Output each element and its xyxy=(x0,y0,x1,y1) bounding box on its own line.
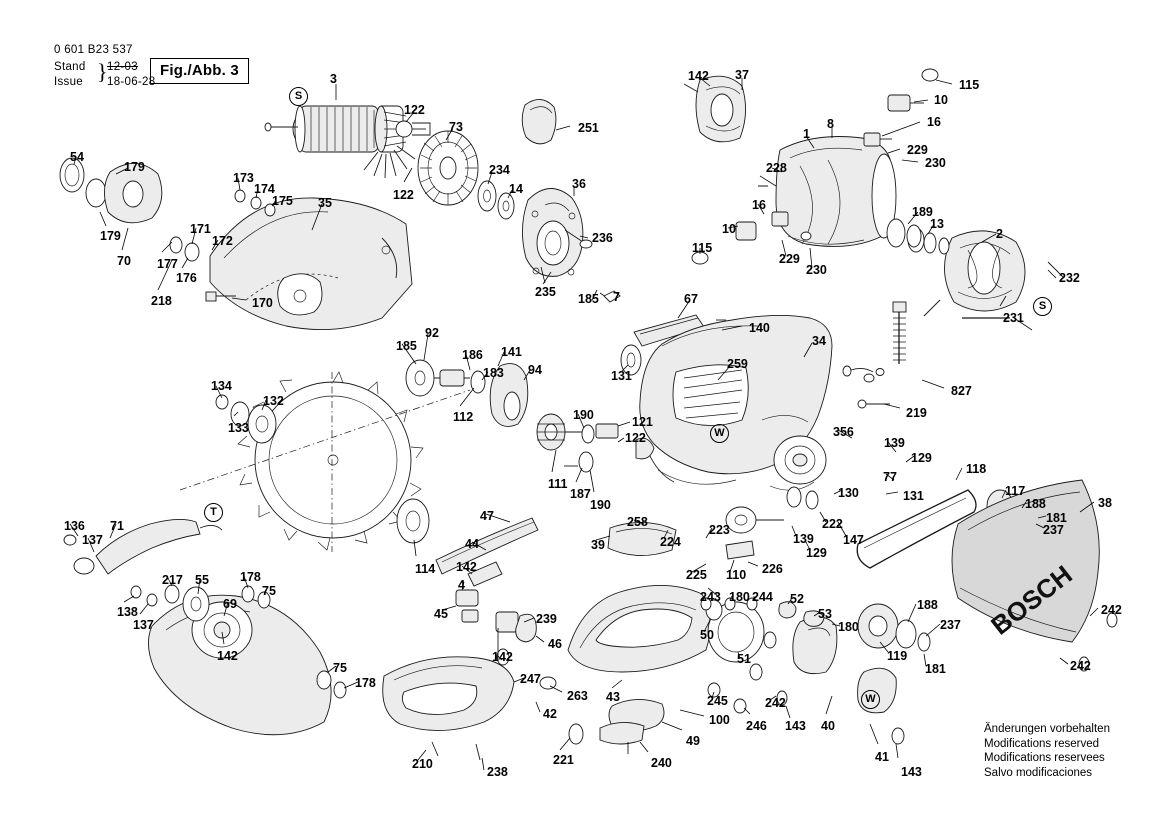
callout-186: 186 xyxy=(462,348,483,362)
callout-54: 54 xyxy=(70,150,84,164)
callout-230: 230 xyxy=(925,156,946,170)
callout-187: 187 xyxy=(570,487,591,501)
callout-122: 122 xyxy=(625,431,646,445)
callout-129: 129 xyxy=(806,546,827,560)
callout-222: 222 xyxy=(822,517,843,531)
callout-129: 129 xyxy=(911,451,932,465)
ring-54 xyxy=(60,158,162,223)
callout-188: 188 xyxy=(917,598,938,612)
callout-131: 131 xyxy=(903,489,924,503)
callout-45: 45 xyxy=(434,607,448,621)
callout-51: 51 xyxy=(737,652,751,666)
callout-14: 14 xyxy=(509,182,523,196)
callout-36: 36 xyxy=(572,177,586,191)
callout-112: 112 xyxy=(453,410,474,424)
callout-117: 117 xyxy=(1005,484,1026,498)
callout-176: 176 xyxy=(176,271,197,285)
callout-224: 224 xyxy=(660,535,681,549)
marker-w: W xyxy=(861,690,880,709)
callout-142: 142 xyxy=(492,650,513,664)
callout-137: 137 xyxy=(82,533,103,547)
spring-827 xyxy=(843,302,906,382)
callout-40: 40 xyxy=(821,719,835,733)
callout-47: 47 xyxy=(480,509,494,523)
callout-258: 258 xyxy=(627,515,648,529)
callout-190: 190 xyxy=(590,498,611,512)
callout-115: 115 xyxy=(959,78,980,92)
callout-232: 232 xyxy=(1059,271,1080,285)
callout-94: 94 xyxy=(528,363,542,377)
callout-53: 53 xyxy=(818,607,832,621)
motor-housing-34 xyxy=(636,315,832,490)
callout-173: 173 xyxy=(233,171,254,185)
callout-242: 242 xyxy=(765,696,786,710)
callout-13: 13 xyxy=(930,217,944,231)
callout-245: 245 xyxy=(707,694,728,708)
disclaimer-line-de: Änderungen vorbehalten xyxy=(984,723,1110,735)
callout-231: 231 xyxy=(1003,311,1024,325)
cap-251 xyxy=(522,99,556,143)
callout-183: 183 xyxy=(483,366,504,380)
callout-49: 49 xyxy=(686,734,700,748)
callout-70: 70 xyxy=(117,254,131,268)
callout-234: 234 xyxy=(489,163,510,177)
callout-39: 39 xyxy=(591,538,605,552)
brush-cover-37 xyxy=(696,76,746,142)
brace-bracket: } xyxy=(97,59,108,84)
disclaimer-footer xyxy=(984,722,1110,780)
callout-73: 73 xyxy=(449,120,463,134)
callout-16: 16 xyxy=(927,115,941,129)
callout-42: 42 xyxy=(543,707,557,721)
callout-46: 46 xyxy=(548,637,562,651)
callout-122: 122 xyxy=(393,188,414,202)
callout-174: 174 xyxy=(254,182,275,196)
callout-134: 134 xyxy=(211,379,232,393)
callout-133: 133 xyxy=(228,421,249,435)
callout-189: 189 xyxy=(912,205,933,219)
callout-52: 52 xyxy=(790,592,804,606)
callout-7: 7 xyxy=(613,290,620,304)
marker-t: T xyxy=(204,503,223,522)
callout-247: 247 xyxy=(520,672,541,686)
disclaimer-line-es: Salvo modificaciones xyxy=(984,766,1093,779)
callout-210: 210 xyxy=(412,757,433,771)
disclaimer-line-en: Modifications reserved xyxy=(984,737,1100,750)
stand-date: 12-03 xyxy=(107,61,138,73)
gear-housing-36 xyxy=(522,188,582,276)
callout-115: 115 xyxy=(692,241,713,255)
callout-55: 55 xyxy=(195,573,209,587)
callout-35: 35 xyxy=(318,196,332,210)
callout-237: 237 xyxy=(940,618,961,632)
callout-141: 141 xyxy=(501,345,522,359)
base-43 xyxy=(568,585,710,672)
callout-246: 246 xyxy=(746,719,767,733)
callout-10: 10 xyxy=(934,93,948,107)
callout-237: 237 xyxy=(1043,523,1064,537)
marker-s: S xyxy=(1033,297,1052,316)
callout-263: 263 xyxy=(567,689,588,703)
callout-229: 229 xyxy=(779,252,800,266)
callout-75: 75 xyxy=(333,661,347,675)
guard-35 xyxy=(210,198,412,330)
callout-218: 218 xyxy=(151,294,172,308)
callout-130: 130 xyxy=(838,486,859,500)
callout-142: 142 xyxy=(688,69,709,83)
field-housing-1 xyxy=(776,137,896,247)
callout-3: 3 xyxy=(330,72,337,86)
figure-label: Fig./Abb. 3 xyxy=(150,58,249,84)
marker-s: S xyxy=(289,87,308,106)
handle-100 xyxy=(569,699,664,754)
callout-142: 142 xyxy=(456,560,477,574)
callout-181: 181 xyxy=(1046,511,1067,525)
callout-242: 242 xyxy=(1070,659,1091,673)
callout-37: 37 xyxy=(735,68,749,82)
callout-244: 244 xyxy=(752,590,773,604)
callout-356: 356 xyxy=(833,425,854,439)
callout-50: 50 xyxy=(700,628,714,642)
callout-142: 142 xyxy=(217,649,238,663)
marker-w: W xyxy=(710,424,729,443)
callout-259: 259 xyxy=(727,357,748,371)
callout-240: 240 xyxy=(651,756,672,770)
callout-121: 121 xyxy=(632,415,653,429)
callout-170: 170 xyxy=(252,296,273,310)
callout-137: 137 xyxy=(133,618,154,632)
callout-242: 242 xyxy=(1101,603,1122,617)
callout-171: 171 xyxy=(190,222,211,236)
callout-67: 67 xyxy=(684,292,698,306)
callout-223: 223 xyxy=(709,523,730,537)
callout-4: 4 xyxy=(458,578,465,592)
callout-175: 175 xyxy=(272,194,293,208)
callout-1: 1 xyxy=(803,127,810,141)
callout-100: 100 xyxy=(709,713,730,727)
callout-16: 16 xyxy=(752,198,766,212)
callout-172: 172 xyxy=(212,234,233,248)
lower-guard xyxy=(131,585,346,735)
callout-178: 178 xyxy=(355,676,376,690)
callout-43: 43 xyxy=(606,690,620,704)
callout-118: 118 xyxy=(966,462,987,476)
flange-114 xyxy=(397,499,429,543)
callout-77: 77 xyxy=(883,470,897,484)
callout-44: 44 xyxy=(465,537,479,551)
callout-110: 110 xyxy=(726,568,747,582)
callout-230: 230 xyxy=(806,263,827,277)
callout-38: 38 xyxy=(1098,496,1112,510)
callout-827: 827 xyxy=(951,384,972,398)
callout-239: 239 xyxy=(536,612,557,626)
callout-122: 122 xyxy=(404,103,425,117)
callout-181: 181 xyxy=(925,662,946,676)
callout-179: 179 xyxy=(100,229,121,243)
callout-138: 138 xyxy=(117,605,138,619)
callout-131: 131 xyxy=(611,369,632,383)
callout-71: 71 xyxy=(110,519,124,533)
callout-140: 140 xyxy=(749,321,770,335)
callout-226: 226 xyxy=(762,562,783,576)
housing-210 xyxy=(383,657,514,760)
callout-136: 136 xyxy=(64,519,85,533)
disclaimer-line-fr: Modifications reservees xyxy=(984,752,1105,764)
callout-188: 188 xyxy=(1025,497,1046,511)
callout-147: 147 xyxy=(843,533,864,547)
callout-180: 180 xyxy=(729,590,750,604)
callout-178: 178 xyxy=(240,570,261,584)
callout-8: 8 xyxy=(827,117,834,131)
callout-225: 225 xyxy=(686,568,707,582)
callout-2: 2 xyxy=(996,227,1003,241)
callout-139: 139 xyxy=(793,532,814,546)
callout-69: 69 xyxy=(223,597,237,611)
callout-75: 75 xyxy=(262,584,276,598)
callout-238: 238 xyxy=(487,765,508,779)
callout-119: 119 xyxy=(887,649,908,663)
callout-132: 132 xyxy=(263,394,284,408)
callout-243: 243 xyxy=(700,590,721,604)
callout-111: 111 xyxy=(548,477,568,491)
callout-10: 10 xyxy=(722,222,736,236)
callout-235: 235 xyxy=(535,285,556,299)
issue-date: 18-06-28 xyxy=(107,76,156,88)
fan-ring-73 xyxy=(418,131,478,205)
callout-190: 190 xyxy=(573,408,594,422)
stand-label: Stand xyxy=(54,61,86,73)
bosch-wordmark: BOSCH xyxy=(985,559,1078,641)
callout-177: 177 xyxy=(157,257,178,271)
callout-219: 219 xyxy=(906,406,927,420)
callout-143: 143 xyxy=(901,765,922,779)
callout-221: 221 xyxy=(553,753,574,767)
callout-251: 251 xyxy=(578,121,599,135)
callout-92: 92 xyxy=(425,326,439,340)
rail-44-47 xyxy=(436,518,538,586)
callout-34: 34 xyxy=(812,334,826,348)
callout-179: 179 xyxy=(124,160,145,174)
callout-180: 180 xyxy=(838,620,859,634)
callout-185: 185 xyxy=(396,339,417,353)
callout-114: 114 xyxy=(415,562,436,576)
part-number: 0 601 B23 537 xyxy=(54,44,133,56)
callout-185: 185 xyxy=(578,292,599,306)
callout-41: 41 xyxy=(875,750,889,764)
callout-228: 228 xyxy=(766,161,787,175)
callout-143: 143 xyxy=(785,719,806,733)
callout-229: 229 xyxy=(907,143,928,157)
callout-139: 139 xyxy=(884,436,905,450)
issue-label: Issue xyxy=(54,76,83,88)
callout-217: 217 xyxy=(162,573,183,587)
callout-236: 236 xyxy=(592,231,613,245)
